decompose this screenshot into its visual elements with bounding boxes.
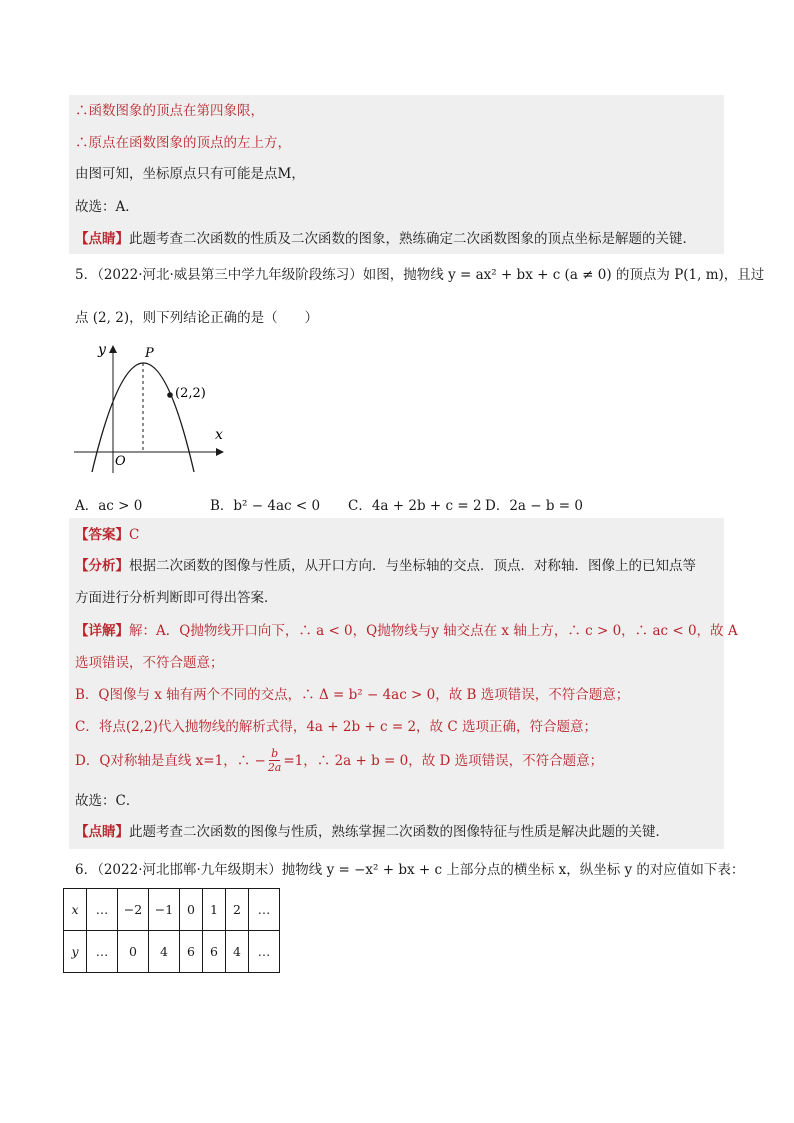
detail-line-5-pre: D．Q对称轴是直线 x=1，∴ − xyxy=(75,752,266,769)
prev-solution-line-4: 故选：A． xyxy=(75,199,139,215)
vertex-label: P xyxy=(145,346,154,361)
q5-answer xyxy=(75,526,139,544)
table-cell: … xyxy=(87,931,118,973)
y-axis-arrow xyxy=(109,345,117,353)
q5-analysis-line-1 xyxy=(75,557,696,575)
analysis-tag: 【分析】 xyxy=(75,558,129,574)
answer-tag: 【答案】 xyxy=(75,527,129,543)
table-cell: 4 xyxy=(226,931,249,973)
q5-comment xyxy=(75,823,669,841)
table-cell: 1 xyxy=(203,889,226,931)
table-cell: … xyxy=(249,931,280,973)
q5-stem-line-1: 5．（2022·河北·威县第三中学九年级阶段练习）如图，抛物线 y = ax² + bx + c (a ≠ 0) 的顶点为 P(1, m)，且过 xyxy=(75,267,765,283)
detail-tag: 【详解】 xyxy=(75,623,129,639)
option-d: D．2a − b = 0 xyxy=(485,498,583,514)
table-cell: 0 xyxy=(118,931,149,973)
origin-label: O xyxy=(115,454,126,469)
table-cell: 0 xyxy=(180,889,203,931)
table-cell: 4 xyxy=(149,931,180,973)
table-row-x xyxy=(64,889,280,931)
prev-solution-line-2: ∴原点在函数图象的顶点的左上方， xyxy=(75,135,291,151)
answer-value: C xyxy=(129,527,140,543)
detail-text-1: 解：A．Q抛物线开口向下，∴ a < 0，Q抛物线与y 轴交点在 x 轴上方，∴ c > 0，∴ ac < 0，故 A xyxy=(129,623,738,639)
table-cell: … xyxy=(87,889,118,931)
option-a: A．ac > 0 xyxy=(75,498,143,514)
comment-text: 此题考查二次函数的图像与性质，熟练掌握二次函数的图像特征与性质是解决此题的关键． xyxy=(129,824,669,840)
q5-detail-line-3: B．Q图像与 x 轴有两个不同的交点，∴ Δ = b² − 4ac > 0，故 B 选项错误，不符合题意； xyxy=(75,687,630,703)
value-table xyxy=(63,888,280,973)
q5-detail-line-1 xyxy=(75,622,738,640)
comment-text: 此题考查二次函数的性质及二次函数的图象，熟练确定二次函数图象的顶点坐标是解题的关键． xyxy=(129,231,696,247)
fraction xyxy=(268,747,282,774)
q5-stem-line-2: 点 (2, 2)，则下列结论正确的是（ ） xyxy=(75,310,319,326)
x-axis-label: x xyxy=(215,427,223,443)
q5-detail-line-2: 选项错误，不符合题意； xyxy=(75,655,224,671)
x-axis-arrow xyxy=(216,448,224,456)
table-cell: 6 xyxy=(203,931,226,973)
table-cell: … xyxy=(249,889,280,931)
comment-tag: 【点睛】 xyxy=(75,824,129,840)
q5-analysis-line-2: 方面进行分析判断即可得出答案． xyxy=(75,590,278,606)
point-2-2 xyxy=(167,392,173,398)
prev-comment xyxy=(75,230,696,248)
table-cell: 2 xyxy=(226,889,249,931)
analysis-text: 根据二次函数的图像与性质，从开口方向．与坐标轴的交点．顶点．对称轴．图像上的已知点等 xyxy=(129,558,696,574)
comment-tag: 【点睛】 xyxy=(75,231,129,247)
detail-line-5-post: =1，∴ 2a + b = 0，故 D 选项错误，不符合题意； xyxy=(283,752,604,769)
fraction-denominator: 2a xyxy=(267,761,282,774)
table-cell: −1 xyxy=(149,889,180,931)
option-b: B．b² − 4ac < 0 xyxy=(210,498,321,514)
q5-detail-line-6: 故选：C． xyxy=(75,793,140,809)
table-header-y: y xyxy=(64,931,87,973)
table-row-y xyxy=(64,931,280,973)
table-cell: 6 xyxy=(180,931,203,973)
parabola-graph xyxy=(66,338,236,478)
prev-solution-line-3: 由图可知，坐标原点只有可能是点M， xyxy=(75,166,305,182)
q5-detail-line-5 xyxy=(75,747,603,774)
fraction-numerator: b xyxy=(271,747,279,760)
y-axis-label: y xyxy=(98,342,106,358)
table-cell: −2 xyxy=(118,889,149,931)
point-label: (2,2) xyxy=(175,386,206,401)
table-header-x: x xyxy=(64,889,87,931)
q5-detail-line-4: C．将点(2,2)代入抛物线的解析式得，4a + 2b + c = 2，故 C 选项正确，符合题意； xyxy=(75,719,597,735)
prev-solution-line-1: ∴函数图象的顶点在第四象限， xyxy=(75,103,264,119)
option-c: C．4a + 2b + c = 2 xyxy=(348,498,482,514)
q6-stem: 6．（2022·河北邯郸·九年级期末）抛物线 y = −x² + bx + c 上部分点的横坐标 x，纵坐标 y 的对应值如下表： xyxy=(75,862,745,878)
